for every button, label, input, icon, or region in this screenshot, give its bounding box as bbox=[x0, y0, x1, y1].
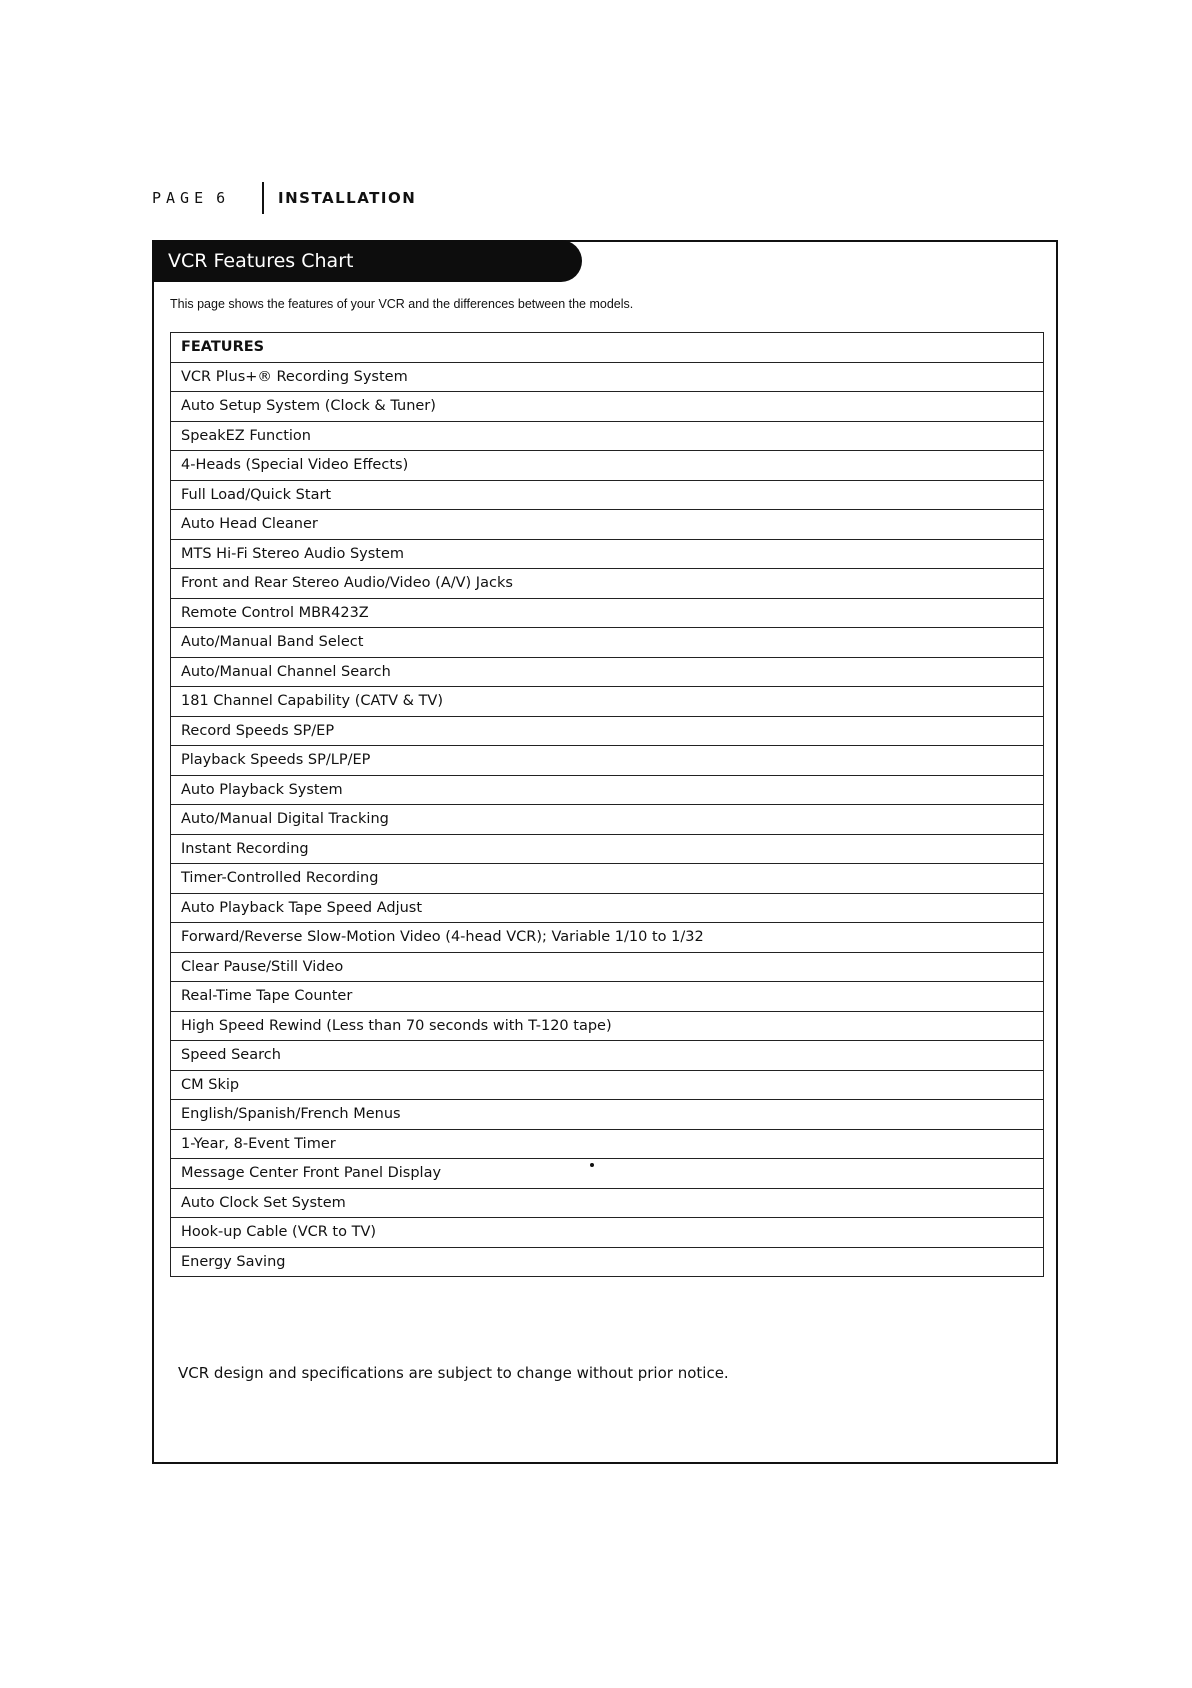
chart-title: VCR Features Chart bbox=[152, 240, 582, 282]
table-row bbox=[171, 1129, 1044, 1159]
table-row bbox=[171, 1041, 1044, 1071]
table-row bbox=[171, 510, 1044, 540]
feature-cell: Forward/Reverse Slow-Motion Video (4-head VCR); Variable 1/10 to 1/32 bbox=[171, 923, 1044, 953]
table-row bbox=[171, 716, 1044, 746]
chart-intro: This page shows the features of your VCR and the differences between the models. bbox=[170, 297, 634, 311]
feature-cell: Timer-Controlled Recording bbox=[171, 864, 1044, 894]
feature-cell: Auto Setup System (Clock & Tuner) bbox=[171, 392, 1044, 422]
feature-cell: CM Skip bbox=[171, 1070, 1044, 1100]
bullet-mark bbox=[590, 1163, 594, 1167]
table-row bbox=[171, 657, 1044, 687]
feature-cell: Playback Speeds SP/LP/EP bbox=[171, 746, 1044, 776]
feature-cell: VCR Plus+® Recording System bbox=[171, 362, 1044, 392]
table-header-row bbox=[171, 333, 1044, 363]
feature-cell: Auto Playback System bbox=[171, 775, 1044, 805]
section-title: INSTALLATION bbox=[278, 189, 417, 207]
table-row bbox=[171, 864, 1044, 894]
feature-cell: Energy Saving bbox=[171, 1247, 1044, 1277]
table-row bbox=[171, 1011, 1044, 1041]
table-row bbox=[171, 893, 1044, 923]
table-row bbox=[171, 598, 1044, 628]
feature-cell: Auto Playback Tape Speed Adjust bbox=[171, 893, 1044, 923]
table-row bbox=[171, 1100, 1044, 1130]
feature-cell: Clear Pause/Still Video bbox=[171, 952, 1044, 982]
chart-footnote: VCR design and specifications are subject to change without prior notice. bbox=[178, 1364, 729, 1382]
table-row bbox=[171, 687, 1044, 717]
feature-cell: Message Center Front Panel Display bbox=[171, 1159, 1044, 1189]
table-row bbox=[171, 1247, 1044, 1277]
table-row bbox=[171, 1159, 1044, 1189]
table-row bbox=[171, 952, 1044, 982]
feature-cell: Full Load/Quick Start bbox=[171, 480, 1044, 510]
table-row bbox=[171, 834, 1044, 864]
feature-cell: Instant Recording bbox=[171, 834, 1044, 864]
feature-cell: Remote Control MBR423Z bbox=[171, 598, 1044, 628]
table-row bbox=[171, 805, 1044, 835]
feature-cell: Auto/Manual Channel Search bbox=[171, 657, 1044, 687]
table-row bbox=[171, 362, 1044, 392]
feature-cell: Record Speeds SP/EP bbox=[171, 716, 1044, 746]
feature-cell: English/Spanish/French Menus bbox=[171, 1100, 1044, 1130]
table-row bbox=[171, 1218, 1044, 1248]
table-header-cell: FEATURES bbox=[171, 333, 1044, 363]
table-row bbox=[171, 982, 1044, 1012]
features-chart-box bbox=[152, 240, 1058, 1464]
table-row bbox=[171, 392, 1044, 422]
feature-cell: Auto Clock Set System bbox=[171, 1188, 1044, 1218]
table-row bbox=[171, 421, 1044, 451]
table-row bbox=[171, 539, 1044, 569]
table-row bbox=[171, 746, 1044, 776]
feature-cell: MTS Hi-Fi Stereo Audio System bbox=[171, 539, 1044, 569]
table-row bbox=[171, 628, 1044, 658]
features-table bbox=[170, 332, 1044, 1277]
page-header bbox=[152, 180, 416, 216]
feature-cell: Real-Time Tape Counter bbox=[171, 982, 1044, 1012]
page-word: PAGE bbox=[152, 189, 209, 207]
feature-cell: Auto Head Cleaner bbox=[171, 510, 1044, 540]
feature-cell: SpeakEZ Function bbox=[171, 421, 1044, 451]
feature-cell: High Speed Rewind (Less than 70 seconds with T-120 tape) bbox=[171, 1011, 1044, 1041]
table-row bbox=[171, 775, 1044, 805]
table-row bbox=[171, 1070, 1044, 1100]
table-row bbox=[171, 480, 1044, 510]
feature-cell: Auto/Manual Band Select bbox=[171, 628, 1044, 658]
table-row bbox=[171, 1188, 1044, 1218]
feature-cell: Front and Rear Stereo Audio/Video (A/V) Jacks bbox=[171, 569, 1044, 599]
feature-cell: Auto/Manual Digital Tracking bbox=[171, 805, 1044, 835]
table-row bbox=[171, 569, 1044, 599]
feature-cell: 4-Heads (Special Video Effects) bbox=[171, 451, 1044, 481]
feature-cell: Speed Search bbox=[171, 1041, 1044, 1071]
header-divider bbox=[262, 182, 264, 214]
page-number: 6 bbox=[216, 189, 231, 207]
feature-cell: Hook-up Cable (VCR to TV) bbox=[171, 1218, 1044, 1248]
table-row bbox=[171, 923, 1044, 953]
table-row bbox=[171, 451, 1044, 481]
page-number-label bbox=[152, 189, 262, 207]
feature-cell: 181 Channel Capability (CATV & TV) bbox=[171, 687, 1044, 717]
feature-cell: 1-Year, 8-Event Timer bbox=[171, 1129, 1044, 1159]
